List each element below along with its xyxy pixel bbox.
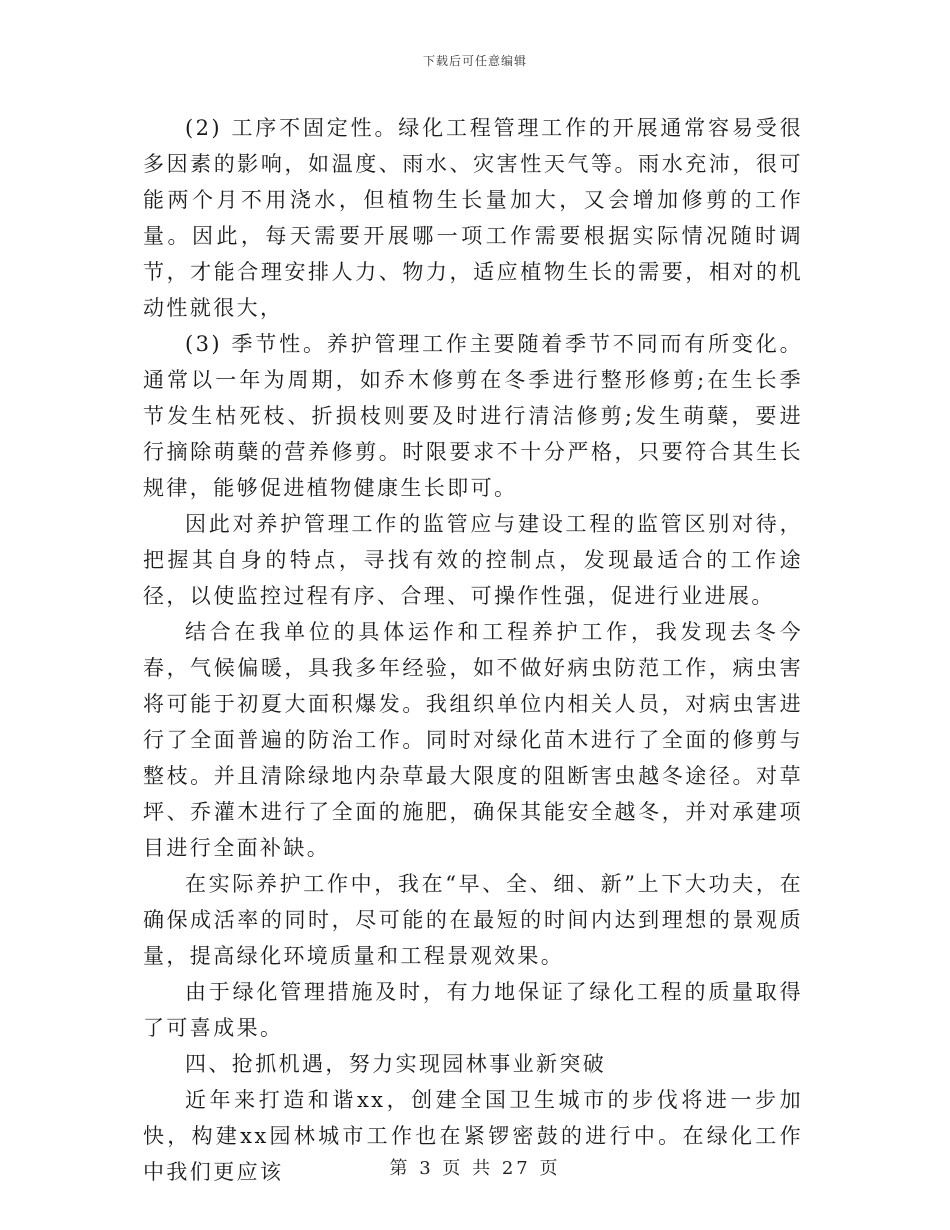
page-header: 下载后可任意编辑: [422, 54, 527, 68]
paragraph-seasonality: (3) 季节性。养护管理工作主要随着季节不同而有所变化。通常以一年为周期，如乔木修剪在冬季进行整形修剪;在生长季节发生枯死枝、折损枝则要及时进行清洁修剪;发生萌蘖，要进行摘除萌蘖的营养修剪。时限要求不十分严格，只要符合其生长规律，能够促进植物健康生长即可。: [143, 332, 803, 500]
paragraph-process-variability: (2) 工序不固定性。绿化工程管理工作的开展通常容易受很多因素的影响，如温度、雨水、灾害性天气等。雨水充沛，很可能两个月不用浇水，但植物生长量加大，又会增加修剪的工作量。因此，每天需要开展哪一项工作需要根据实际情况随时调节，才能合理安排人力、物力，适应植物生长的需要，相对的机动性就很大，: [143, 116, 803, 320]
paragraph-maintenance-practice: 在实际养护工作中，我在“早、全、细、新”上下大功夫，在确保成活率的同时，尽可能的在最短的时间内达到理想的景观质量，提高绿化环境质量和工程景观效果。: [143, 872, 803, 968]
document-body: [143, 110, 803, 1190]
paragraph-results: 由于绿化管理措施及时，有力地保证了绿化工程的质量取得了可喜成果。: [143, 980, 803, 1040]
paragraph-pest-control: 结合在我单位的具体运作和工程养护工作，我发现去冬今春，气候偏暖，具我多年经验，如不做好病虫防范工作，病虫害将可能于初夏大面积爆发。我组织单位内相关人员，对病虫害进行了全面普遍的防治工作。同时对绿化苗木进行了全面的修剪与整枝。并且清除绿地内杂草最大限度的阻断害虫越冬途径。对草坪、乔灌木进行了全面的施肥，确保其能安全越冬，并对承建项目进行全面补缺。: [143, 620, 803, 860]
paragraph-city-building: 近年来打造和谐xx，创建全国卫生城市的步伐将进一步加快，构建xx园林城市工作也在紧锣密鼓的进行中。在绿化工作中我们更应该: [143, 1088, 803, 1184]
page-number: 第 3 页 共 27 页: [389, 1158, 561, 1179]
paragraph-supervision: 因此对养护管理工作的监管应与建设工程的监管区别对待，把握其自身的特点，寻找有效的控制点，发现最适合的工作途径，以使监控过程有序、合理、可操作性强，促进行业进展。: [143, 512, 803, 608]
section-heading: 四、抢抓机遇，努力实现园林事业新突破: [185, 1052, 607, 1076]
